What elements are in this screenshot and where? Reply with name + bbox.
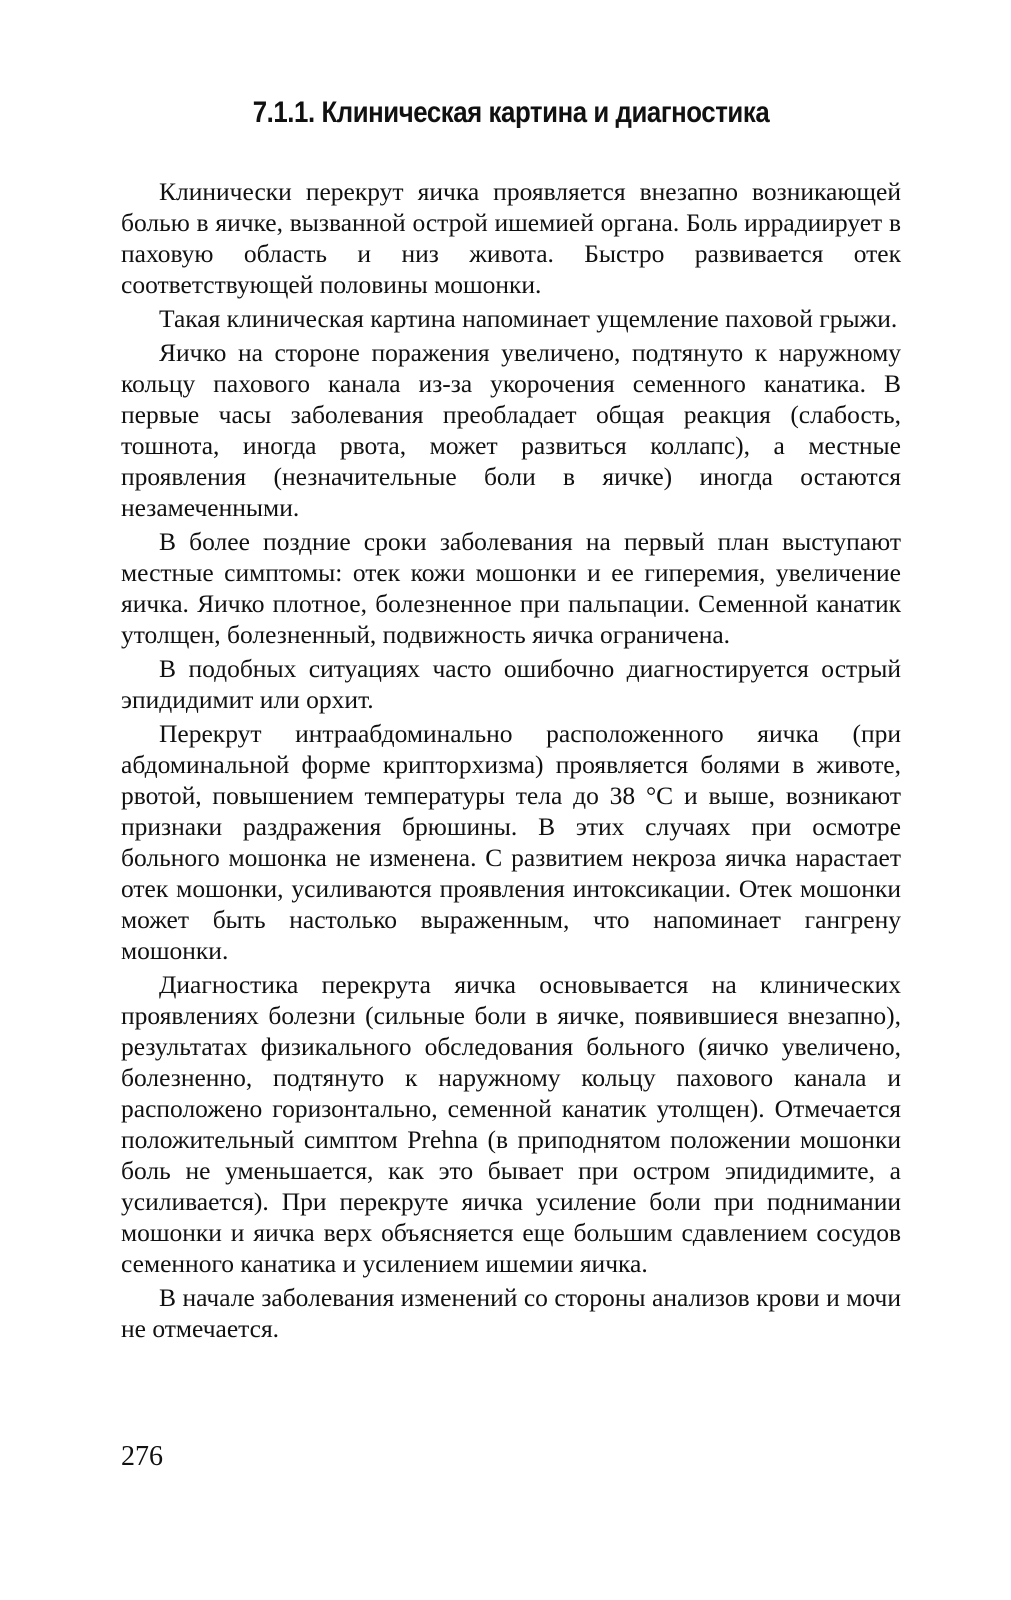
paragraph: В подобных ситуациях часто ошибочно диагностируется острый эпидидимит или орхит. (121, 654, 901, 714)
paragraph: Яичко на стороне поражения увеличено, подтянуто к наружному кольцу пахового канала из-за укорочения семенного канатика. В первые часы заболевания преобладает общая реакция (слабость, тошнота, иногда рвота, может развиться коллапс), а местные проявления (незначительные боли в яичке) иногда остаются незамеченными. (121, 338, 901, 522)
page-body (121, 96, 901, 1347)
section-heading: 7.1.1. Клиническая картина и диагностика (252, 96, 770, 129)
paragraph: Такая клиническая картина напоминает ущемление паховой грыжи. (159, 304, 898, 333)
paragraph: Перекрут интраабдоминально расположенного яичка (при абдоминальной форме крипторхизма) проявляется болями в животе, рвотой, повышением температуры тела до 38 °С и выше, возникают признаки раздражения брюшины. В этих случаях при осмотре больного мошонка не изменена. С развитием некроза яичка нарастает отек мошонки, усиливаются проявления интоксикации. Отек мошонки может быть настолько выраженным, что напоминает гангрену мошонки. (121, 719, 901, 965)
page-number: 276 (121, 1441, 163, 1472)
paragraph: В начале заболевания изменений со стороны анализов крови и мочи не отмечается. (121, 1283, 901, 1343)
paragraph: В более поздние сроки заболевания на первый план выступают местные симптомы: отек кожи мошонки и ее гиперемия, увеличение яичка. Яичко плотное, болезненное при пальпации. Семенной канатик утолщен, болезненный, подвижность яичка ограничена. (121, 527, 901, 649)
paragraph: Клинически перекрут яичка проявляется внезапно возникающей болью в яичке, вызванной острой ишемией органа. Боль иррадиирует в паховую область и низ живота. Быстро развивается отек соответствующей половины мошонки. (121, 177, 901, 299)
paragraph: Диагностика перекрута яичка основывается на клинических проявлениях болезни (сильные боли в яичке, появившиеся внезапно), результатах физикального обследования больного (яичко увеличено, болезненно, подтянуто к наружному кольцу пахового канала и расположено горизонтально, семенной канатик утолщен). Отмечается положительный симптом Prehna (в приподнятом положении мошонки боль не уменьшается, как это бывает при остром эпидидимите, а усиливается). При перекруте яичка усиление боли при поднимании мошонки и яичка верх объясняется еще большим сдавлением сосудов семенного канатика и усилением ишемии яичка. (121, 970, 901, 1278)
